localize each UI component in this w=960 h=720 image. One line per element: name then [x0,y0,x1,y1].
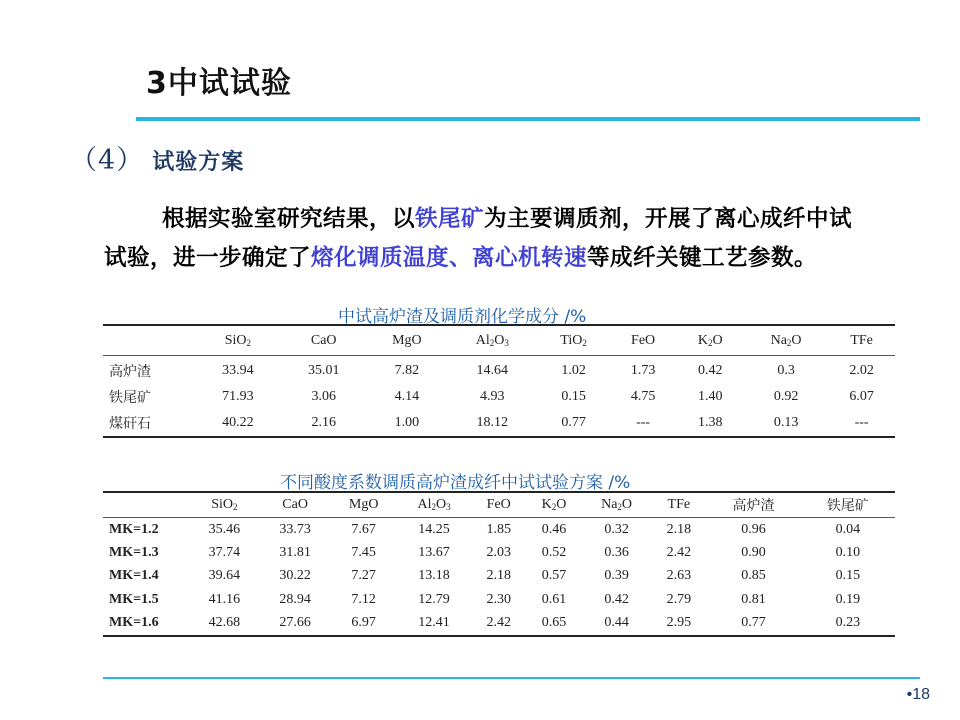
table-cell: 0.13 [773,415,799,430]
table-cell: 2.16 [311,415,336,430]
header-cell: 铁尾矿 [801,492,895,518]
para-text-2: 为主要调质剂，开展了离心成纤中试试验，进一步确定了 [104,206,853,271]
table-cell: 0.77 [741,615,766,631]
table-cell: 37.74 [208,545,241,561]
table-cell: 2.30 [486,591,511,607]
table-cell: 42.68 [208,615,241,631]
header-cell: CaO [260,492,331,518]
table-cell: 1.00 [394,415,420,430]
table-cell: 2.02 [849,363,874,378]
table-row [103,541,895,564]
header-cell: MgO [367,325,448,356]
table-cell: 30.22 [279,568,311,584]
table-cell: 0.61 [541,591,567,607]
table-cell: 0.44 [604,615,629,631]
header-cell: FeO [610,325,677,356]
table-cell: 0.3 [777,363,795,378]
table-cell: 2.03 [486,545,511,561]
row-label: MK=1.3 [109,545,159,561]
composition-table [103,324,895,438]
table-cell: 0.42 [604,591,629,607]
table-cell: 0.32 [604,521,629,537]
table-cell: 31.81 [279,545,311,561]
slide-title: 3中试试验 [146,66,292,101]
para-highlight-2: 熔化调质温度、离心机转速 [311,245,588,271]
table-cell: 7.27 [351,568,376,584]
table-cell: 0.10 [835,545,861,561]
table-cell: 0.52 [541,545,567,561]
table-cell: 6.07 [849,389,874,404]
title-underline [136,117,920,121]
row-label: MK=1.2 [109,521,159,537]
header-cell: FeO [471,492,526,518]
table-cell: 71.93 [222,389,254,404]
section-number: （4） [70,145,145,176]
table-cell: 2.42 [486,615,511,631]
table-cell: 0.96 [741,521,766,537]
table-cell: 0.36 [604,545,629,561]
table-cell: 2.18 [486,568,511,584]
header-cell: $K_2O$ [676,325,743,356]
table-cell: 14.25 [418,521,450,537]
header-cell: CaO [281,325,367,356]
table-cell: 0.92 [773,389,799,404]
table-cell: 0.77 [561,415,586,430]
section-title: 试验方案 [152,150,245,175]
table-cell: 0.65 [541,615,567,631]
table-cell: 1.73 [630,363,656,378]
table-cell: 0.39 [604,568,629,584]
table-cell: 35.46 [208,521,241,537]
table-header-row [103,492,895,518]
para-highlight-1: 铁尾矿 [415,206,485,232]
table-cell: 0.23 [835,615,861,631]
table1-caption: 中试高炉渣及调质剂化学成分 /% [338,307,587,327]
table-cell: 7.12 [351,591,376,607]
table-cell: 1.40 [697,389,723,404]
table-row [103,588,895,611]
table-cell: 0.42 [697,363,723,378]
table-cell: 12.79 [418,591,450,607]
row-label: 煤矸石 [109,416,151,432]
table-cell: 7.45 [351,545,376,561]
table-cell: 33.94 [222,363,254,378]
table-cell: 2.63 [666,568,692,584]
row-label: 高炉渣 [109,364,151,380]
table-row [103,518,895,542]
header-cell: $K_2O$ [526,492,582,518]
table-cell: 0.15 [835,568,861,584]
header-cell: $Al_2O_3$ [447,325,537,356]
header-cell: TiO$_2$ [537,325,609,356]
table-cell: 0.19 [835,591,861,607]
table-cell: 14.64 [476,363,509,378]
header-cell: SiO$_2$ [195,325,281,356]
table-cell: 13.18 [418,568,450,584]
table-row [103,384,895,410]
table-cell: 2.79 [666,591,692,607]
table-cell: 39.64 [208,568,241,584]
table-cell: 1.38 [697,415,723,430]
table-row [103,612,895,636]
table-cell: 13.67 [418,545,450,561]
table-row [103,410,895,437]
header-cell: $Al_2O_3$ [397,492,471,518]
table-cell: 0.81 [741,591,766,607]
table-cell: --- [854,415,869,430]
table-cell: 33.73 [279,521,311,537]
table-cell: 35.01 [307,363,340,378]
header-cell: $Na_2O$ [744,325,828,356]
table-cell: 40.22 [222,415,254,430]
para-text-3: 等成纤关键工艺参数。 [587,245,818,271]
table-cell: 2.42 [666,545,692,561]
table-cell: 12.41 [418,615,450,631]
header-cell [103,492,189,518]
table-cell: 7.67 [351,521,376,537]
table-cell: 3.06 [311,389,336,404]
table-cell: 0.57 [541,568,567,584]
table-cell: 4.14 [394,389,420,404]
table-cell: --- [636,415,651,430]
table-cell: 28.94 [279,591,311,607]
row-label: MK=1.5 [109,591,159,607]
test-plan-table [103,491,895,637]
table-cell: 2.18 [666,521,692,537]
table-cell: 41.16 [208,591,241,607]
header-cell: TFe [828,325,895,356]
table-cell: 4.75 [630,389,656,404]
row-label: 铁尾矿 [109,390,151,406]
header-cell [103,325,195,356]
header-cell: TFe [651,492,706,518]
table-cell: 6.97 [351,615,376,631]
page-number: •18 [906,686,930,703]
table-cell: 1.02 [561,363,586,378]
table-cell: 0.46 [541,521,567,537]
table-cell: 0.04 [835,521,861,537]
table-cell: 0.15 [561,389,586,404]
row-label: MK=1.4 [109,568,159,584]
table-cell: 27.66 [279,615,311,631]
para-text-1: 根据实验室研究结果，以 [162,206,416,232]
header-cell: SiO$_2$ [189,492,260,518]
header-cell: $Na_2O$ [582,492,652,518]
table-header-row [103,325,895,356]
header-cell: MgO [330,492,396,518]
table-cell: 0.85 [741,568,766,584]
header-cell: 高炉渣 [706,492,800,518]
table-cell: 18.12 [476,415,509,430]
footer-line [103,677,920,679]
table-cell: 4.93 [480,389,505,404]
table-cell: 7.82 [394,363,420,378]
table2-caption: 不同酸度系数调质高炉渣成纤中试试验方案 /% [280,473,631,493]
table-cell: 2.95 [666,615,692,631]
table-row [103,356,895,385]
table-row [103,565,895,588]
section-heading [70,138,244,177]
row-label: MK=1.6 [109,615,159,631]
body-paragraph [104,200,874,278]
table-cell: 1.85 [486,521,511,537]
table-cell: 0.90 [741,545,766,561]
